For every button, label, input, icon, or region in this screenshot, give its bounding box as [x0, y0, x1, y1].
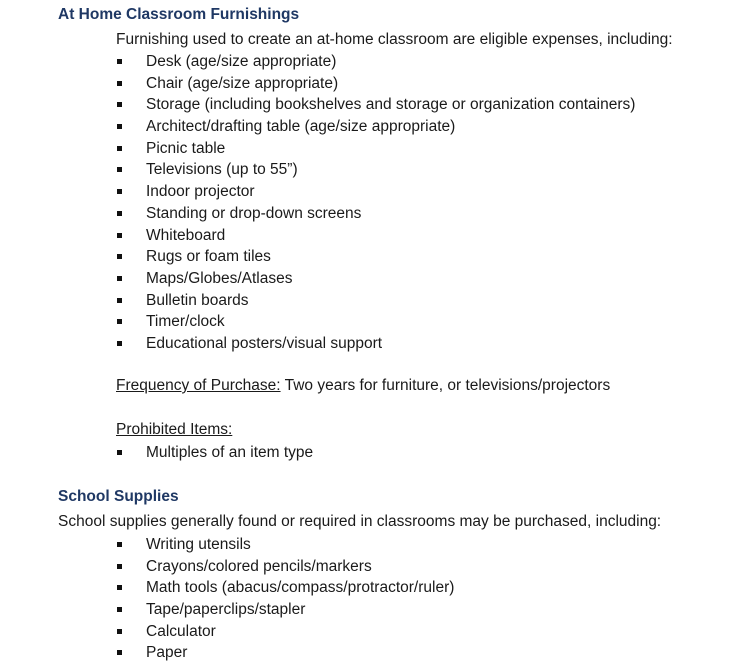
list-item-text: Maps/Globes/Atlases — [146, 269, 293, 287]
square-bullet-icon — [117, 564, 122, 569]
list-item — [116, 311, 635, 333]
square-bullet-icon — [117, 319, 122, 324]
prohibited-label: Prohibited Items: — [116, 421, 233, 438]
furnishings-intro: Furnishing used to create an at-home classroom are eligible expenses, including: — [116, 31, 673, 48]
list-item-text: Timer/clock — [146, 313, 225, 331]
square-bullet-icon — [117, 59, 122, 64]
list-item-text: Writing utensils — [146, 536, 251, 553]
square-bullet-icon — [117, 341, 122, 346]
list-item — [116, 599, 454, 621]
list-item-text: Televisions (up to 55”) — [146, 161, 298, 179]
list-item-text: Standing or drop-down screens — [146, 204, 362, 222]
list-item — [116, 94, 635, 116]
prohibited-list — [116, 442, 313, 464]
list-item — [116, 290, 635, 312]
list-item-text: Tape/paperclips/stapler — [146, 601, 306, 619]
list-item-text: Paper — [146, 644, 188, 662]
school-supplies-list — [116, 534, 454, 664]
list-item-text: Chair (age/size appropriate) — [146, 74, 339, 92]
list-item — [116, 621, 454, 643]
list-item — [116, 642, 454, 664]
square-bullet-icon — [117, 211, 122, 216]
square-bullet-icon — [117, 542, 122, 547]
list-item-text: Architect/drafting table (age/size appropriate) — [146, 118, 456, 136]
list-item — [116, 534, 454, 556]
square-bullet-icon — [117, 189, 122, 194]
list-item — [116, 225, 635, 247]
square-bullet-icon — [117, 124, 122, 129]
square-bullet-icon — [117, 254, 122, 259]
list-item-text: Crayons/colored pencils/markers — [146, 557, 372, 575]
school-supplies-intro: School supplies generally found or required in classrooms may be purchased, including: — [58, 513, 662, 530]
list-item — [116, 51, 635, 73]
list-item — [116, 203, 635, 225]
list-item — [116, 577, 454, 599]
list-item-text: Calculator — [146, 622, 216, 640]
square-bullet-icon — [117, 102, 122, 107]
square-bullet-icon — [117, 233, 122, 238]
section-heading-furnishings: At Home Classroom Furnishings — [58, 6, 300, 23]
frequency-label: Frequency of Purchase: — [116, 377, 281, 394]
square-bullet-icon — [117, 607, 122, 612]
square-bullet-icon — [117, 276, 122, 281]
square-bullet-icon — [117, 167, 122, 172]
list-item-text: Indoor projector — [146, 183, 255, 201]
list-item — [116, 138, 635, 160]
frequency-line — [116, 376, 610, 396]
square-bullet-icon — [117, 629, 122, 634]
list-item — [116, 116, 635, 138]
list-item-text: Desk (age/size appropriate) — [146, 53, 337, 70]
list-item-text: Picnic table — [146, 139, 226, 157]
list-item-text: Educational posters/visual support — [146, 334, 383, 352]
list-item-text: Rugs or foam tiles — [146, 248, 271, 266]
list-item-text: Whiteboard — [146, 226, 226, 244]
list-item — [116, 333, 635, 355]
list-item-text: Bulletin boards — [146, 291, 249, 309]
frequency-text: Two years for furniture, or televisions/projectors — [280, 377, 611, 394]
square-bullet-icon — [117, 81, 122, 86]
list-item-text: Multiples of an item type — [146, 444, 314, 461]
square-bullet-icon — [117, 298, 122, 303]
list-item-text: Storage (including bookshelves and storage or organization containers) — [146, 96, 636, 114]
section-heading-school-supplies: School Supplies — [58, 488, 179, 505]
square-bullet-icon — [117, 146, 122, 151]
list-item — [116, 181, 635, 203]
list-item — [116, 268, 635, 290]
list-item — [116, 556, 454, 578]
square-bullet-icon — [117, 650, 122, 655]
furnishings-list — [116, 51, 635, 355]
list-item — [116, 246, 635, 268]
list-item — [116, 73, 635, 95]
square-bullet-icon — [117, 450, 122, 455]
square-bullet-icon — [117, 585, 122, 590]
list-item — [116, 442, 313, 464]
list-item-text: Math tools (abacus/compass/protractor/ruler) — [146, 579, 455, 597]
list-item — [116, 159, 635, 181]
